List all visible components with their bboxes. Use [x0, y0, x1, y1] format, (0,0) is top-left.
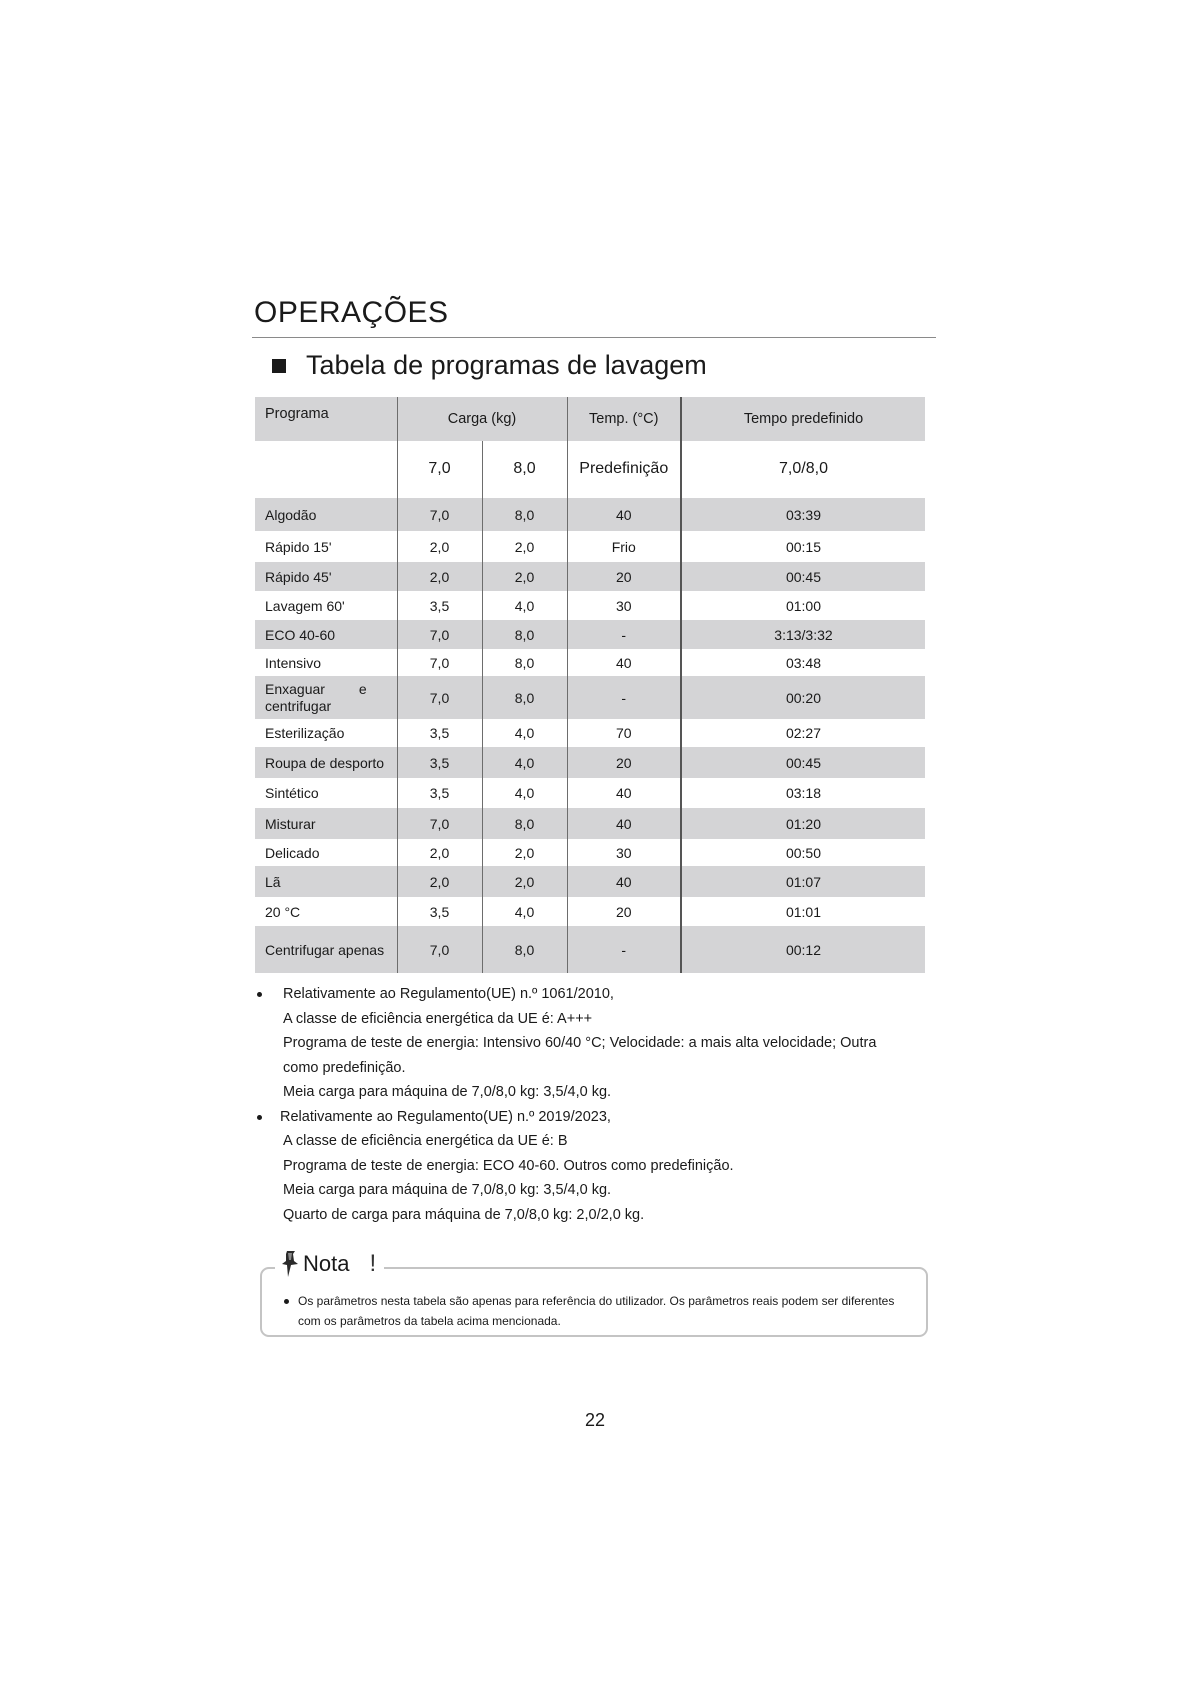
program-name-cell: 20 °C — [255, 898, 397, 926]
load-7kg-cell: 2,0 — [397, 840, 482, 866]
load-8kg-cell: 4,0 — [482, 720, 567, 747]
load-8kg-cell: 8,0 — [482, 498, 567, 532]
load-7kg-cell: 2,0 — [397, 562, 482, 592]
load-8kg-cell: 4,0 — [482, 898, 567, 926]
table-row — [255, 779, 925, 808]
program-name-cell: Esterilização — [255, 720, 397, 747]
bullet-icon — [257, 1115, 262, 1120]
subheader-load-8: 8,0 — [482, 441, 567, 498]
program-name-cell: Rápido 15' — [255, 532, 397, 562]
section-title-text: Tabela de programas de lavagem — [306, 350, 707, 380]
column-header-load: Carga (kg) — [397, 397, 567, 441]
subheader-load-7: 7,0 — [397, 441, 482, 498]
load-8kg-cell: 2,0 — [482, 840, 567, 866]
table-row — [255, 898, 925, 926]
load-7kg-cell: 2,0 — [397, 866, 482, 898]
load-7kg-cell: 7,0 — [397, 498, 482, 532]
note-line: Relativamente ao Regulamento(UE) n.º 1061/2010, — [283, 986, 614, 1002]
load-7kg-cell: 7,0 — [397, 620, 482, 650]
page-title: OPERAÇÕES — [254, 296, 449, 329]
load-7kg-cell: 3,5 — [397, 720, 482, 747]
time-cell: 03:18 — [681, 779, 925, 808]
program-name-cell: Misturar — [255, 808, 397, 840]
load-8kg-cell: 2,0 — [482, 532, 567, 562]
nota-title: Nota — [303, 1251, 350, 1276]
note-item — [255, 982, 945, 1105]
table-row — [255, 926, 925, 974]
title-divider — [252, 337, 936, 338]
note-line: Programa de teste de energia: Intensivo 60/40 °C; Velocidade: a mais alta velocidade; Outra como predefinição. — [283, 1035, 877, 1076]
time-cell: 03:48 — [681, 650, 925, 676]
temp-cell: 20 — [567, 747, 681, 779]
table-row — [255, 592, 925, 620]
exclamation-icon: ! — [369, 1250, 377, 1277]
load-7kg-cell: 3,5 — [397, 747, 482, 779]
load-8kg-cell: 8,0 — [482, 650, 567, 676]
temp-cell: 20 — [567, 898, 681, 926]
time-cell: 00:20 — [681, 676, 925, 720]
temp-cell: 70 — [567, 720, 681, 747]
table-row — [255, 498, 925, 532]
energy-notes — [255, 982, 945, 1227]
time-cell: 01:00 — [681, 592, 925, 620]
temp-cell: Frio — [567, 532, 681, 562]
load-8kg-cell: 4,0 — [482, 592, 567, 620]
time-cell: 00:15 — [681, 532, 925, 562]
temp-cell: 40 — [567, 866, 681, 898]
table-row — [255, 840, 925, 866]
temp-cell: - — [567, 676, 681, 720]
program-name-cell: Algodão — [255, 498, 397, 532]
table-header-row — [255, 397, 925, 441]
time-cell: 03:39 — [681, 498, 925, 532]
note-item — [255, 1105, 945, 1228]
program-name-cell: Lã — [255, 866, 397, 898]
load-7kg-cell: 7,0 — [397, 650, 482, 676]
note-line: A classe de eficiência energética da UE é: B — [283, 1133, 568, 1149]
load-8kg-cell: 4,0 — [482, 779, 567, 808]
column-header-program: Programa — [255, 397, 397, 441]
program-name-cell: Roupa de desporto — [255, 747, 397, 779]
program-name-cell: Rápido 45' — [255, 562, 397, 592]
table-row — [255, 866, 925, 898]
temp-cell: 40 — [567, 808, 681, 840]
section-title — [272, 350, 707, 381]
temp-cell: 40 — [567, 779, 681, 808]
time-cell: 01:20 — [681, 808, 925, 840]
square-bullet-icon — [272, 359, 286, 373]
column-header-time: Tempo predefinido — [681, 397, 925, 441]
note-line: Quarto de carga para máquina de 7,0/8,0 kg: 2,0/2,0 kg. — [283, 1206, 645, 1223]
load-8kg-cell: 8,0 — [482, 926, 567, 974]
load-8kg-cell: 8,0 — [482, 620, 567, 650]
load-8kg-cell: 2,0 — [482, 562, 567, 592]
load-7kg-cell: 3,5 — [397, 779, 482, 808]
table-row — [255, 747, 925, 779]
bullet-icon — [284, 1299, 289, 1304]
pushpin-icon — [279, 1249, 301, 1279]
note-line: Relativamente ao Regulamento(UE) n.º 2019/2023, — [280, 1108, 611, 1125]
time-cell: 00:45 — [681, 747, 925, 779]
temp-cell: 40 — [567, 498, 681, 532]
note-line: Meia carga para máquina de 7,0/8,0 kg: 3,5/4,0 kg. — [283, 1182, 612, 1198]
time-cell: 00:45 — [681, 562, 925, 592]
temp-cell: 30 — [567, 840, 681, 866]
time-cell: 00:50 — [681, 840, 925, 866]
load-8kg-cell: 8,0 — [482, 808, 567, 840]
load-7kg-cell: 2,0 — [397, 532, 482, 562]
load-8kg-cell: 8,0 — [482, 676, 567, 720]
table-row — [255, 650, 925, 676]
nota-text — [298, 1291, 908, 1331]
table-row — [255, 676, 925, 720]
temp-cell: 40 — [567, 650, 681, 676]
note-line: Programa de teste de energia: ECO 40-60. Outros como predefinição. — [283, 1157, 734, 1174]
page-number: 22 — [584, 1410, 606, 1430]
program-name-cell: Centrifugar apenas — [255, 926, 397, 974]
column-header-temp: Temp. (°C) — [567, 397, 681, 441]
table-row — [255, 532, 925, 562]
time-cell: 01:01 — [681, 898, 925, 926]
load-7kg-cell: 3,5 — [397, 898, 482, 926]
load-7kg-cell: 7,0 — [397, 926, 482, 974]
temp-cell: - — [567, 620, 681, 650]
load-7kg-cell: 3,5 — [397, 592, 482, 620]
table-subheader-row — [255, 441, 925, 498]
note-line: A classe de eficiência energética da UE é: A+++ — [283, 1010, 593, 1027]
program-name-cell: Lavagem 60' — [255, 592, 397, 620]
temp-cell: 30 — [567, 592, 681, 620]
time-cell: 00:12 — [681, 926, 925, 974]
nota-body: Os parâmetros nesta tabela são apenas para referência do utilizador. Os parâmetros reais podem ser diferentes com os parâmetros da tabela acima mencionada. — [298, 1294, 895, 1328]
nota-label — [275, 1249, 384, 1279]
program-name-cell: Enxaguar e centrifugar — [255, 676, 397, 720]
wash-program-table — [255, 397, 925, 973]
temp-cell: 20 — [567, 562, 681, 592]
table-row — [255, 620, 925, 650]
time-cell: 02:27 — [681, 720, 925, 747]
load-7kg-cell: 7,0 — [397, 676, 482, 720]
time-cell: 3:13/3:32 — [681, 620, 925, 650]
temp-cell: - — [567, 926, 681, 974]
load-7kg-cell: 7,0 — [397, 808, 482, 840]
program-name-cell: ECO 40-60 — [255, 620, 397, 650]
note-line: Meia carga para máquina de 7,0/8,0 kg: 3,5/4,0 kg. — [283, 1084, 612, 1100]
subheader-temp: Predefinição — [567, 441, 681, 498]
load-8kg-cell: 2,0 — [482, 866, 567, 898]
subheader-cell — [255, 441, 397, 498]
program-name-cell: Delicado — [255, 840, 397, 866]
program-name-cell: Sintético — [255, 779, 397, 808]
table-row — [255, 562, 925, 592]
time-cell: 01:07 — [681, 866, 925, 898]
bullet-icon — [257, 992, 262, 997]
subheader-time: 7,0/8,0 — [681, 441, 925, 498]
program-name-cell: Intensivo — [255, 650, 397, 676]
table-row — [255, 808, 925, 840]
load-8kg-cell: 4,0 — [482, 747, 567, 779]
table-row — [255, 720, 925, 747]
